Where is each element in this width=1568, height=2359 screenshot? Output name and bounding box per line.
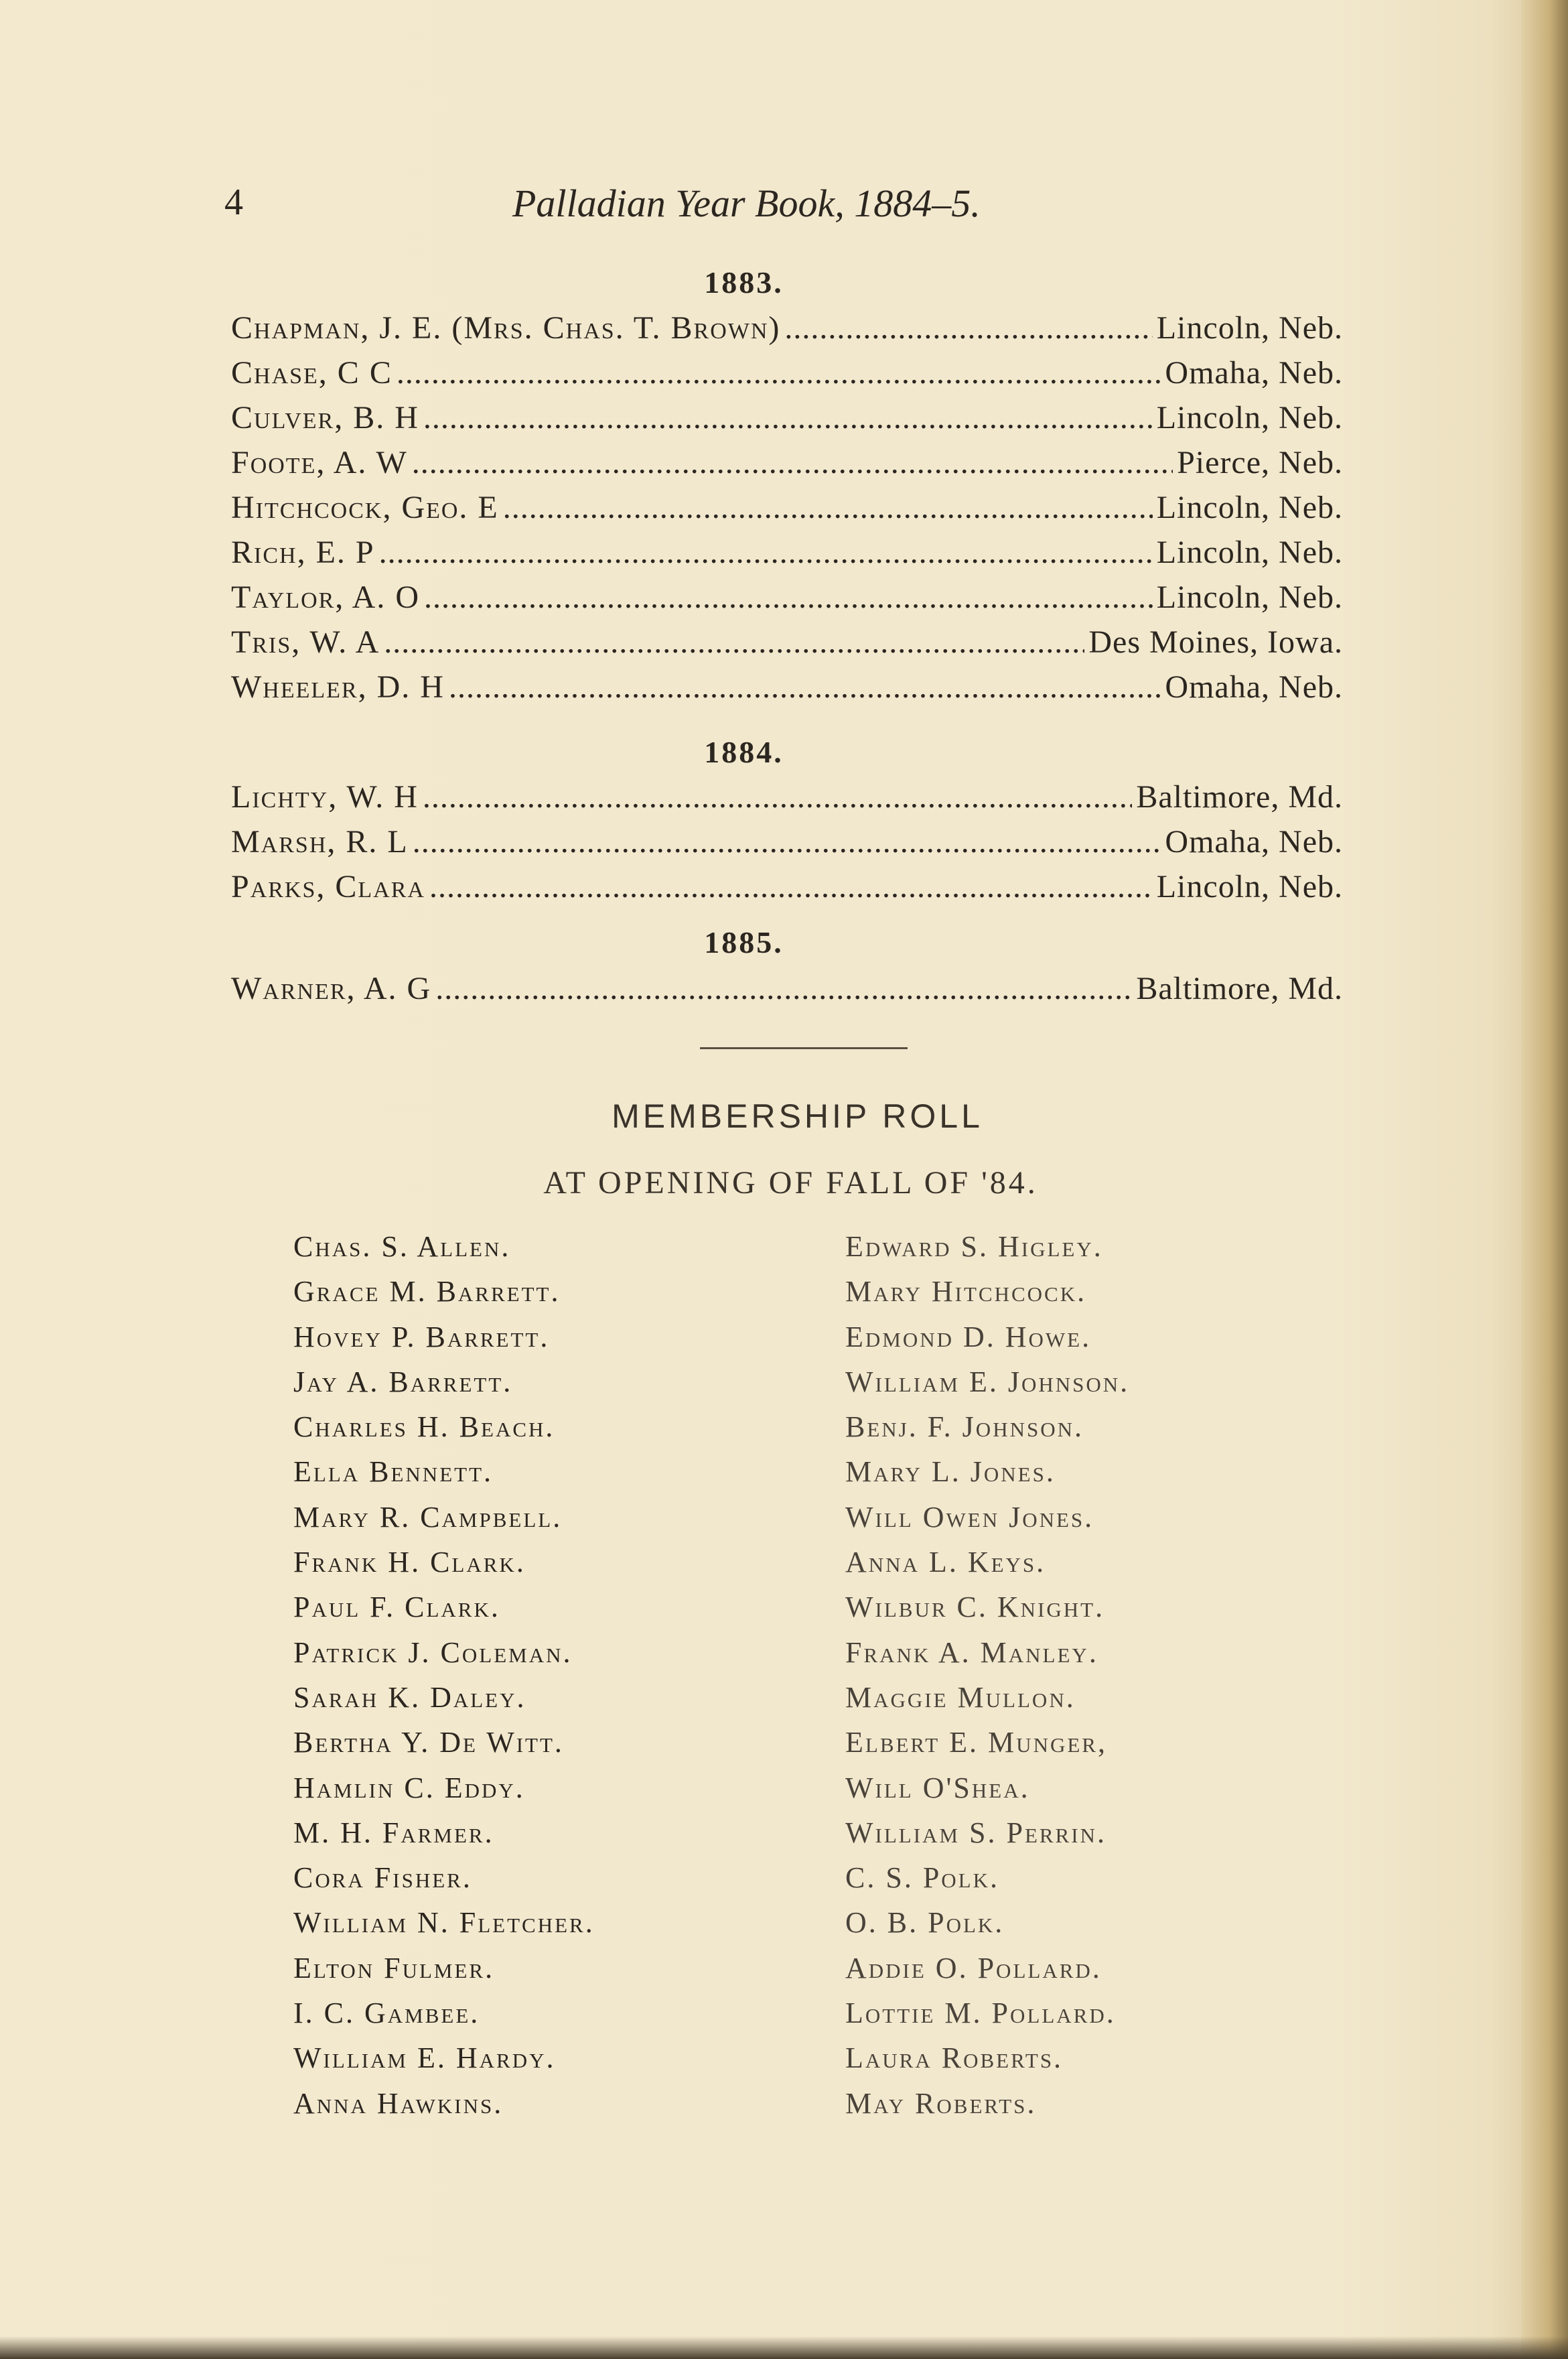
alumni-name: Rich, E. P [231,535,375,570]
alumni-place: Lincoln, Neb. [1156,400,1343,435]
alumni-list-1885 [231,970,1343,1015]
member-name: Charles H. Beach. [293,1410,555,1444]
alumni-list-1884 [231,779,1343,913]
alumni-name: Parks, Clara [231,869,425,904]
page-number: 4 [224,182,243,223]
year-heading-1884: 1884. [704,735,784,769]
member-name: Edward S. Higley. [845,1230,1103,1263]
dot-leader [435,970,1132,1007]
year-heading-1885: 1885. [704,925,784,959]
member-name: Frank H. Clark. [293,1546,526,1579]
member-name: Mary Hitchcock. [845,1275,1087,1308]
alumni-list-1883 [231,310,1343,714]
dot-leader [424,579,1153,616]
alumni-name: Marsh, R. L [231,824,409,860]
membership-column-right [845,1229,1381,2131]
member-name: William E. Johnson. [845,1365,1130,1398]
alumni-entry [231,868,1343,913]
member-name: Anna Hawkins. [293,2086,504,2120]
alumni-entry [231,399,1343,444]
member-name: Anna L. Keys. [845,1546,1046,1579]
dot-leader [413,823,1161,860]
section-divider [700,1047,908,1049]
alumni-name: Chase, C C [231,355,393,391]
running-header [224,181,1109,234]
alumni-entry [231,624,1343,669]
member-name: Will Owen Jones. [845,1500,1094,1534]
member-name: Wilbur C. Knight. [845,1591,1105,1624]
member-name: Edmond D. Howe. [845,1320,1092,1353]
page-edge-bottom [0,2336,1568,2359]
alumni-name: Chapman, J. E. (Mrs. Chas. T. Brown) [231,310,781,346]
alumni-name: Lichty, W. H [231,779,419,815]
alumni-name: Tris, W. A [231,624,380,660]
dot-leader [449,669,1161,705]
alumni-entry [231,779,1343,823]
member-name: Patrick J. Coleman. [293,1635,573,1669]
member-name: Mary L. Jones. [845,1455,1056,1489]
member-name: Grace M. Barrett. [293,1275,561,1308]
member-name: Benj. F. Johnson. [845,1410,1084,1444]
member-name: Jay A. Barrett. [293,1365,513,1398]
member-name: Ella Bennett. [293,1455,494,1489]
member-name: William E. Hardy. [293,2041,556,2075]
alumni-entry [231,354,1343,399]
member-name: William N. Fletcher. [293,1906,595,1940]
member-name: Lottie M. Pollard. [845,1997,1116,2030]
member-name: Mary R. Campbell. [293,1500,563,1534]
dot-leader [423,399,1153,436]
member-name: Cora Fisher. [293,1861,472,1895]
alumni-entry [231,579,1343,624]
alumni-entry [231,823,1343,868]
member-name: Hamlin C. Eddy. [293,1771,525,1804]
alumni-name: Hitchcock, Geo. E [231,490,499,525]
dot-leader [423,779,1132,815]
alumni-place: Des Moines, Iowa. [1088,624,1343,660]
alumni-place: Lincoln, Neb. [1156,310,1343,346]
membership-roll-title: MEMBERSHIP ROLL [612,1097,983,1135]
member-name: O. B. Polk. [845,1906,1005,1940]
member-name: Paul F. Clark. [293,1591,500,1624]
alumni-place: Lincoln, Neb. [1156,535,1343,570]
alumni-entry [231,444,1343,489]
alumni-entry [231,534,1343,579]
member-name: I. C. Gambee. [293,1997,480,2030]
membership-column-left [293,1229,829,2131]
member-name: Addie O. Pollard. [845,1951,1102,1984]
alumni-name: Foote, A. W [231,445,408,480]
dot-leader [384,624,1084,661]
dot-leader [429,868,1153,905]
dot-leader [412,444,1173,481]
alumni-name: Taylor, A. O [231,580,420,615]
alumni-place: Lincoln, Neb. [1156,869,1343,904]
dot-leader [397,354,1161,391]
alumni-place: Lincoln, Neb. [1156,580,1343,615]
alumni-place: Omaha, Neb. [1165,824,1343,860]
dot-leader [784,310,1152,346]
dot-leader [503,489,1153,526]
membership-roll-subtitle: AT OPENING OF FALL OF '84. [543,1165,1038,1201]
member-name: Sarah K. Daley. [293,1680,526,1714]
member-name: Laura Roberts. [845,2041,1064,2075]
member-name: Frank A. Manley. [845,1635,1098,1669]
alumni-place: Omaha, Neb. [1165,669,1343,705]
alumni-name: Warner, A. G [231,971,432,1006]
alumni-entry [231,489,1343,534]
member-name: William S. Perrin. [845,1816,1107,1849]
member-name: Bertha Y. De Witt. [293,1726,564,1759]
member-name: Elton Fulmer. [293,1951,495,1984]
member-name: May Roberts. [845,2086,1037,2120]
member-name: Will O'Shea. [845,1771,1030,1804]
alumni-name: Wheeler, D. H [231,669,445,705]
running-title: Palladian Year Book, 1884–5. [512,182,981,225]
alumni-place: Omaha, Neb. [1165,355,1343,391]
alumni-place: Lincoln, Neb. [1156,490,1343,525]
alumni-entry [231,970,1343,1015]
member-name: C. S. Polk. [845,1861,999,1895]
alumni-entry [231,669,1343,714]
member-name: Maggie Mullon. [845,1680,1076,1714]
dot-leader [379,534,1153,571]
alumni-place: Pierce, Neb. [1177,445,1343,480]
alumni-place: Baltimore, Md. [1136,971,1343,1006]
year-heading-1883: 1883. [704,265,784,299]
member-name: Hovey P. Barrett. [293,1320,550,1353]
alumni-place: Baltimore, Md. [1136,779,1343,815]
member-name: Elbert E. Munger, [845,1726,1107,1759]
member-name: Chas. S. Allen. [293,1230,511,1263]
alumni-entry [231,310,1343,354]
member-name: M. H. Farmer. [293,1816,494,1849]
alumni-name: Culver, B. H [231,400,419,435]
